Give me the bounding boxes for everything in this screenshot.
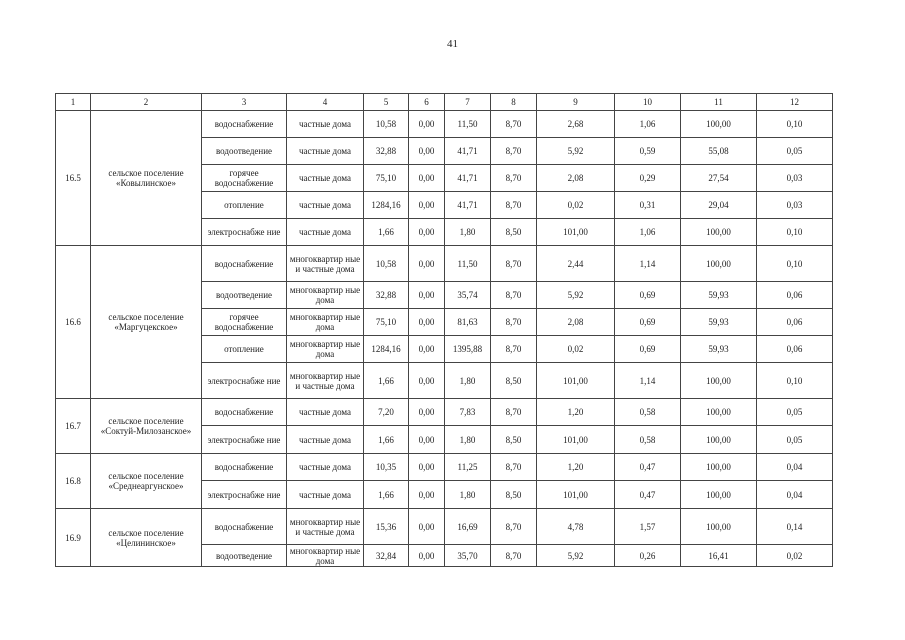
header-row xyxy=(56,94,833,111)
housing-type-cell: частные дома xyxy=(287,481,364,509)
value-cell: 32,88 xyxy=(364,282,409,309)
value-cell: 100,00 xyxy=(681,246,757,282)
housing-type-cell: многоквартир ные дома xyxy=(287,282,364,309)
column-header: 2 xyxy=(91,94,202,111)
value-cell: 2,68 xyxy=(537,111,615,138)
value-cell: 15,36 xyxy=(364,509,409,545)
value-cell: 2,44 xyxy=(537,246,615,282)
value-cell: 0,10 xyxy=(757,363,833,399)
value-cell: 2,08 xyxy=(537,165,615,192)
housing-type-cell: многоквартир ные и частные дома xyxy=(287,246,364,282)
value-cell: 59,93 xyxy=(681,336,757,363)
settlement-name: сельское поселение «Ковылинское» xyxy=(91,111,202,246)
housing-type-cell: многоквартир ные и частные дома xyxy=(287,509,364,545)
value-cell: 1,66 xyxy=(364,219,409,246)
value-cell: 5,92 xyxy=(537,545,615,567)
value-cell: 0,00 xyxy=(409,363,445,399)
settlement-name: сельское поселение «Маргуцекское» xyxy=(91,246,202,399)
value-cell: 7,83 xyxy=(445,399,491,426)
value-cell: 1,06 xyxy=(615,111,681,138)
value-cell: 1,14 xyxy=(615,363,681,399)
value-cell: 41,71 xyxy=(445,165,491,192)
value-cell: 8,70 xyxy=(491,309,537,336)
value-cell: 0,00 xyxy=(409,165,445,192)
value-cell: 1,14 xyxy=(615,246,681,282)
value-cell: 0,00 xyxy=(409,246,445,282)
value-cell: 0,00 xyxy=(409,192,445,219)
page-number: 41 xyxy=(447,38,458,50)
value-cell: 0,10 xyxy=(757,246,833,282)
value-cell: 0,04 xyxy=(757,481,833,509)
value-cell: 81,63 xyxy=(445,309,491,336)
column-header: 11 xyxy=(681,94,757,111)
value-cell: 35,74 xyxy=(445,282,491,309)
value-cell: 10,58 xyxy=(364,111,409,138)
value-cell: 8,70 xyxy=(491,246,537,282)
table-row xyxy=(56,111,833,138)
value-cell: 0,00 xyxy=(409,111,445,138)
settlement-name: сельское поселение «Среднеаргунское» xyxy=(91,454,202,509)
value-cell: 8,70 xyxy=(491,138,537,165)
value-cell: 11,50 xyxy=(445,111,491,138)
column-header: 1 xyxy=(56,94,91,111)
column-header: 4 xyxy=(287,94,364,111)
value-cell: 8,70 xyxy=(491,111,537,138)
value-cell: 0,00 xyxy=(409,309,445,336)
value-cell: 7,20 xyxy=(364,399,409,426)
value-cell: 101,00 xyxy=(537,426,615,454)
housing-type-cell: частные дома xyxy=(287,165,364,192)
value-cell: 0,00 xyxy=(409,454,445,481)
value-cell: 2,08 xyxy=(537,309,615,336)
value-cell: 0,59 xyxy=(615,138,681,165)
value-cell: 100,00 xyxy=(681,509,757,545)
value-cell: 100,00 xyxy=(681,426,757,454)
housing-type-cell: частные дома xyxy=(287,454,364,481)
value-cell: 0,69 xyxy=(615,336,681,363)
value-cell: 0,02 xyxy=(757,545,833,567)
value-cell: 0,00 xyxy=(409,336,445,363)
value-cell: 101,00 xyxy=(537,219,615,246)
service-cell: электроснабже ние xyxy=(202,481,287,509)
value-cell: 4,78 xyxy=(537,509,615,545)
value-cell: 1,20 xyxy=(537,454,615,481)
value-cell: 0,00 xyxy=(409,138,445,165)
value-cell: 10,35 xyxy=(364,454,409,481)
service-cell: отопление xyxy=(202,192,287,219)
service-cell: водоснабжение xyxy=(202,509,287,545)
value-cell: 5,92 xyxy=(537,138,615,165)
value-cell: 1284,16 xyxy=(364,336,409,363)
value-cell: 41,71 xyxy=(445,138,491,165)
value-cell: 0,00 xyxy=(409,426,445,454)
value-cell: 8,70 xyxy=(491,192,537,219)
value-cell: 8,50 xyxy=(491,219,537,246)
value-cell: 0,02 xyxy=(537,336,615,363)
column-header: 5 xyxy=(364,94,409,111)
value-cell: 0,05 xyxy=(757,399,833,426)
value-cell: 0,05 xyxy=(757,426,833,454)
value-cell: 100,00 xyxy=(681,454,757,481)
housing-type-cell: частные дома xyxy=(287,426,364,454)
settlement-name: сельское поселение «Соктуй-Милозанское» xyxy=(91,399,202,454)
value-cell: 0,06 xyxy=(757,282,833,309)
service-cell: водоотведение xyxy=(202,138,287,165)
service-cell: водоотведение xyxy=(202,282,287,309)
column-header: 7 xyxy=(445,94,491,111)
value-cell: 27,54 xyxy=(681,165,757,192)
service-cell: горячее водоснабжение xyxy=(202,309,287,336)
housing-type-cell: многоквартир ные и частные дома xyxy=(287,363,364,399)
group-number: 16.6 xyxy=(56,246,91,399)
value-cell: 0,06 xyxy=(757,336,833,363)
value-cell: 1,80 xyxy=(445,219,491,246)
value-cell: 29,04 xyxy=(681,192,757,219)
value-cell: 32,84 xyxy=(364,545,409,567)
value-cell: 101,00 xyxy=(537,481,615,509)
value-cell: 100,00 xyxy=(681,219,757,246)
column-header: 10 xyxy=(615,94,681,111)
value-cell: 41,71 xyxy=(445,192,491,219)
value-cell: 16,41 xyxy=(681,545,757,567)
value-cell: 1395,88 xyxy=(445,336,491,363)
value-cell: 0,10 xyxy=(757,111,833,138)
service-cell: электроснабже ние xyxy=(202,219,287,246)
value-cell: 1,57 xyxy=(615,509,681,545)
group-number: 16.8 xyxy=(56,454,91,509)
value-cell: 100,00 xyxy=(681,399,757,426)
service-cell: водоотведение xyxy=(202,545,287,567)
tariff-table xyxy=(55,93,833,567)
value-cell: 1284,16 xyxy=(364,192,409,219)
value-cell: 35,70 xyxy=(445,545,491,567)
value-cell: 0,10 xyxy=(757,219,833,246)
value-cell: 0,47 xyxy=(615,454,681,481)
value-cell: 0,58 xyxy=(615,399,681,426)
group-number: 16.7 xyxy=(56,399,91,454)
value-cell: 1,66 xyxy=(364,481,409,509)
service-cell: водоснабжение xyxy=(202,246,287,282)
column-header: 6 xyxy=(409,94,445,111)
value-cell: 11,25 xyxy=(445,454,491,481)
value-cell: 100,00 xyxy=(681,481,757,509)
value-cell: 1,66 xyxy=(364,426,409,454)
value-cell: 100,00 xyxy=(681,363,757,399)
value-cell: 0,29 xyxy=(615,165,681,192)
value-cell: 16,69 xyxy=(445,509,491,545)
housing-type-cell: частные дома xyxy=(287,219,364,246)
table-row xyxy=(56,454,833,481)
value-cell: 8,70 xyxy=(491,336,537,363)
service-cell: электроснабже ние xyxy=(202,426,287,454)
value-cell: 0,05 xyxy=(757,138,833,165)
group-number: 16.5 xyxy=(56,111,91,246)
value-cell: 32,88 xyxy=(364,138,409,165)
service-cell: водоснабжение xyxy=(202,399,287,426)
value-cell: 75,10 xyxy=(364,309,409,336)
settlement-name: сельское поселение «Целининское» xyxy=(91,509,202,567)
service-cell: горячее водоснабжение xyxy=(202,165,287,192)
value-cell: 10,58 xyxy=(364,246,409,282)
value-cell: 59,93 xyxy=(681,309,757,336)
table-row xyxy=(56,509,833,545)
housing-type-cell: частные дома xyxy=(287,111,364,138)
table-row xyxy=(56,399,833,426)
value-cell: 0,00 xyxy=(409,399,445,426)
group-number: 16.9 xyxy=(56,509,91,567)
value-cell: 8,50 xyxy=(491,363,537,399)
value-cell: 1,20 xyxy=(537,399,615,426)
housing-type-cell: многоквартир ные дома xyxy=(287,336,364,363)
value-cell: 55,08 xyxy=(681,138,757,165)
value-cell: 1,06 xyxy=(615,219,681,246)
service-cell: отопление xyxy=(202,336,287,363)
value-cell: 11,50 xyxy=(445,246,491,282)
service-cell: электроснабже ние xyxy=(202,363,287,399)
value-cell: 1,66 xyxy=(364,363,409,399)
value-cell: 8,70 xyxy=(491,454,537,481)
value-cell: 0,58 xyxy=(615,426,681,454)
column-header: 3 xyxy=(202,94,287,111)
value-cell: 0,00 xyxy=(409,545,445,567)
value-cell: 1,80 xyxy=(445,363,491,399)
value-cell: 8,70 xyxy=(491,509,537,545)
column-header: 12 xyxy=(757,94,833,111)
housing-type-cell: многоквартир ные дома xyxy=(287,545,364,567)
column-header: 9 xyxy=(537,94,615,111)
value-cell: 0,04 xyxy=(757,454,833,481)
value-cell: 8,70 xyxy=(491,165,537,192)
value-cell: 59,93 xyxy=(681,282,757,309)
value-cell: 0,14 xyxy=(757,509,833,545)
value-cell: 8,50 xyxy=(491,426,537,454)
service-cell: водоснабжение xyxy=(202,111,287,138)
value-cell: 75,10 xyxy=(364,165,409,192)
service-cell: водоснабжение xyxy=(202,454,287,481)
value-cell: 0,03 xyxy=(757,192,833,219)
value-cell: 101,00 xyxy=(537,363,615,399)
value-cell: 0,03 xyxy=(757,165,833,192)
value-cell: 100,00 xyxy=(681,111,757,138)
housing-type-cell: частные дома xyxy=(287,192,364,219)
value-cell: 0,00 xyxy=(409,219,445,246)
housing-type-cell: многоквартир ные дома xyxy=(287,309,364,336)
value-cell: 0,47 xyxy=(615,481,681,509)
value-cell: 8,70 xyxy=(491,545,537,567)
value-cell: 0,02 xyxy=(537,192,615,219)
value-cell: 0,00 xyxy=(409,481,445,509)
value-cell: 8,70 xyxy=(491,399,537,426)
value-cell: 1,80 xyxy=(445,481,491,509)
value-cell: 8,50 xyxy=(491,481,537,509)
value-cell: 5,92 xyxy=(537,282,615,309)
value-cell: 8,70 xyxy=(491,282,537,309)
table-row xyxy=(56,246,833,282)
value-cell: 0,69 xyxy=(615,282,681,309)
value-cell: 0,26 xyxy=(615,545,681,567)
value-cell: 1,80 xyxy=(445,426,491,454)
column-header: 8 xyxy=(491,94,537,111)
value-cell: 0,06 xyxy=(757,309,833,336)
value-cell: 0,00 xyxy=(409,282,445,309)
housing-type-cell: частные дома xyxy=(287,399,364,426)
value-cell: 0,00 xyxy=(409,509,445,545)
value-cell: 0,31 xyxy=(615,192,681,219)
value-cell: 0,69 xyxy=(615,309,681,336)
housing-type-cell: частные дома xyxy=(287,138,364,165)
